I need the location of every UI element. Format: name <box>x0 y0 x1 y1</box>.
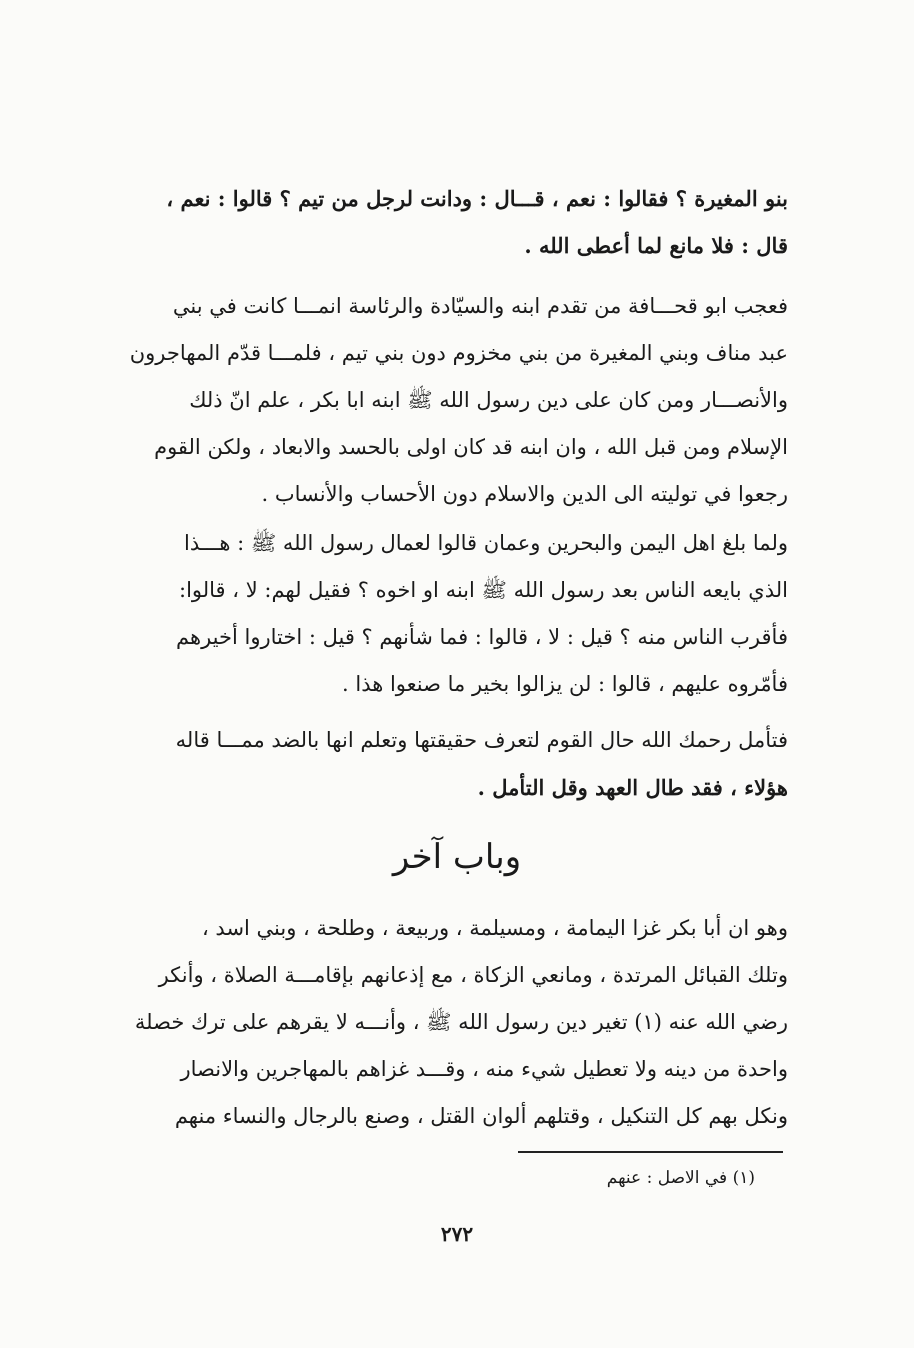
text-line: فعجب ابو قحـــافة من تقدم ابنه والسيّادة والرئاسة انمـــا كانت في بني <box>172 294 788 318</box>
text-line: بنو المغيرة ؟ فقالوا : نعم ، قـــال : ودانت لرجل من تيم ؟ قالوا : نعم ، <box>166 186 788 211</box>
text-line: فأقرب الناس منه ؟ قيل : لا ، قالوا : فما شأنهم ؟ قيل : اختاروا أخيرهم <box>176 625 788 649</box>
text-line: وتلك القبائل المرتدة ، ومانعي الزكاة ، مع إذعانهم بإقامـــة الصلاة ، وأنكر <box>158 963 788 987</box>
text-line: رضي الله عنه (١) تغير دين رسول الله ﷺ ، وأنـــه لا يقرهم على ترك خصلة <box>134 1010 788 1034</box>
paragraph-5 <box>106 905 788 1140</box>
text-line: ونكل بهم كل التنكيل ، وقتلهم ألوان القتل ، وصنع بالرجال والنساء منهم <box>174 1104 788 1128</box>
text-line: الذي بايعه الناس بعد رسول الله ﷺ ابنه او اخوه ؟ فقيل لهم: لا ، قالوا: <box>179 578 788 602</box>
footnote-divider <box>518 1151 783 1153</box>
paragraph-1 <box>106 175 788 269</box>
text-line: فأمّروه عليهم ، قالوا : لن يزالوا بخير ما صنعوا هذا . <box>342 672 788 696</box>
text-line: الإسلام ومن قبل الله ، وان ابنه قد كان اولى بالحسد والابعاد ، ولكن القوم <box>154 435 788 459</box>
section-heading: وباب آخر <box>392 837 522 877</box>
text-line: فتأمل رحمك الله حال القوم لتعرف حقيقتها وتعلم انها بالضد ممـــا قاله <box>175 728 788 752</box>
text-line: ولما بلغ اهل اليمن والبحرين وعمان قالوا لعمال رسول الله ﷺ : هـــذا <box>184 531 788 555</box>
page-number: ٢٧٢ <box>440 1222 474 1246</box>
paragraph-3 <box>106 520 788 708</box>
text-line: رجعوا في توليته الى الدين والاسلام دون الأحساب والأنساب . <box>261 482 788 506</box>
text-line: واحدة من دينه ولا تعطيل شيء منه ، وقـــد غزاهم بالمهاجرين والانصار <box>180 1057 788 1081</box>
text-line: والأنصـــار ومن كان على دين رسول الله ﷺ ابنه ابا بكر ، علم انّ ذلك <box>189 388 788 412</box>
paragraph-4 <box>106 717 788 811</box>
text-line: وهو ان أبا بكر غزا اليمامة ، ومسيلمة ، وربيعة ، وطلحة ، وبني اسد ، <box>201 916 788 940</box>
paragraph-2 <box>106 283 788 518</box>
text-line: قال : فلا مانع لما أعطى الله . <box>524 233 788 258</box>
footnote: (١) في الاصل : عنهم <box>606 1168 755 1188</box>
text-line: هؤلاء ، فقد طال العهد وقل التأمل . <box>477 775 788 800</box>
text-line: عبد مناف وبني المغيرة من بني مخزوم دون بني تيم ، فلمـــا قدّم المهاجرون <box>129 341 788 365</box>
